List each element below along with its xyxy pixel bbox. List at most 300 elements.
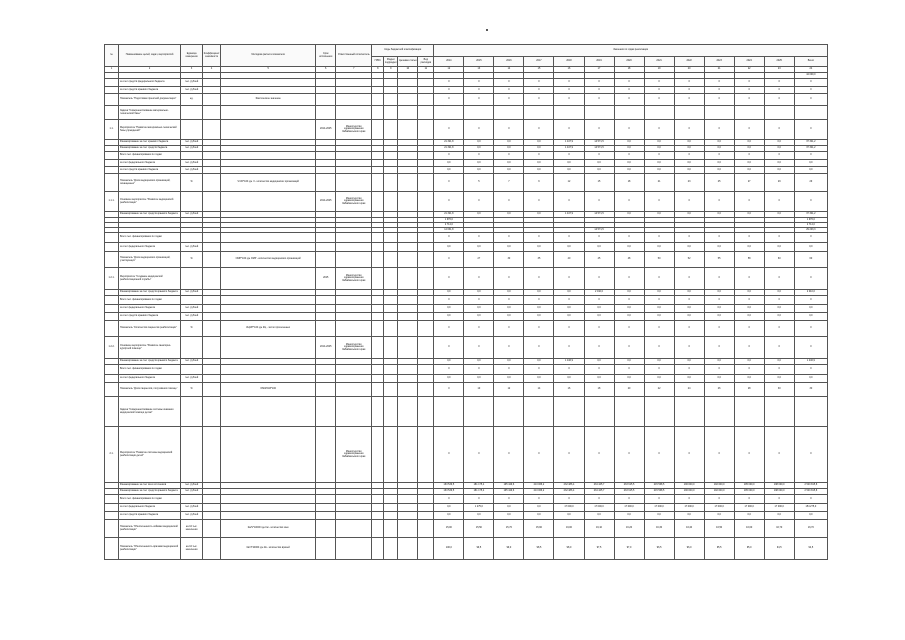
row-value-cell: 190 000,0: [674, 483, 704, 489]
row-value-cell: [584, 397, 614, 427]
row-responsible-cell: Министерство здравоохранения Забайкальского края: [336, 192, 372, 212]
row-code-cell: [384, 495, 398, 504]
row-value-cell: [434, 397, 464, 427]
column-number: 17: [584, 67, 614, 73]
row-value-cell: 16: [554, 383, 584, 397]
row-value-cell: 0,0: [434, 375, 464, 383]
row-value-cell: 0: [434, 120, 464, 140]
row-responsible-cell: [336, 106, 372, 120]
table-row: [105, 160, 828, 167]
row-code-cell: [384, 397, 398, 427]
row-value-cell: 0: [464, 296, 494, 305]
row-method-cell: [221, 375, 316, 383]
table-row: [105, 268, 828, 290]
row-code-cell: [384, 87, 398, 94]
row-value-cell: 0,0: [614, 290, 644, 296]
row-coef-cell: [203, 243, 221, 252]
table-row: [105, 538, 828, 560]
row-responsible-cell: [336, 87, 372, 94]
row-name-cell: за счет федерального бюджета: [119, 160, 181, 167]
row-unit-cell: тыс. рублей: [181, 489, 203, 495]
row-value-cell: 0,0: [764, 212, 794, 218]
row-value-cell: 0: [464, 427, 494, 483]
row-method-cell: [221, 87, 316, 94]
row-value-cell: 0,0: [464, 160, 494, 167]
row-value-cell: 0: [464, 87, 494, 94]
row-responsible-cell: [336, 252, 372, 268]
row-method-cell: ОМР*100 где ОМР - количество медицинских организаций: [221, 252, 316, 268]
row-value-cell: 0,0: [734, 160, 764, 167]
row-code-cell: [384, 365, 398, 375]
row-value-cell: 0: [794, 337, 827, 359]
row-code-cell: [418, 520, 434, 538]
row-name-cell: Мероприятие "Развитие материально-технической базы учреждений": [119, 120, 181, 140]
row-value-cell: 0,0: [734, 146, 764, 152]
row-value-cell: [554, 397, 584, 427]
row-value-cell: 0,0: [494, 243, 524, 252]
row-number-cell: 1.1.1.: [105, 192, 119, 212]
row-value-cell: 0: [674, 427, 704, 483]
row-value-cell: 16,30: [644, 520, 674, 538]
row-value-cell: 0,0: [554, 290, 584, 296]
row-value-cell: 0,0: [644, 140, 674, 146]
row-value-cell: 0,0: [704, 212, 734, 218]
row-coef-cell: [203, 296, 221, 305]
row-value-cell: 0: [644, 192, 674, 212]
row-code-cell: [372, 305, 384, 313]
row-term-cell: [316, 233, 336, 243]
row-code-cell: [398, 538, 418, 560]
row-unit-cell: тыс. рублей: [181, 79, 203, 87]
row-value-cell: 163 539,5: [434, 483, 464, 489]
row-value-cell: 0: [614, 94, 644, 106]
row-value-cell: 0: [644, 79, 674, 87]
row-value-cell: 0: [494, 296, 524, 305]
row-value-cell: 0: [794, 94, 827, 106]
document-sheet: [104, 44, 828, 618]
row-value-cell: 0: [734, 120, 764, 140]
row-value-cell: 0: [494, 321, 524, 337]
table-row: [105, 313, 828, 321]
column-number: 19: [644, 67, 674, 73]
row-code-cell: [372, 375, 384, 383]
row-responsible-cell: [336, 365, 372, 375]
row-value-cell: 17 000,0: [764, 504, 794, 512]
row-code-cell: [372, 268, 384, 290]
row-value-cell: 0,0: [674, 146, 704, 152]
column-number: 13: [464, 67, 494, 73]
row-value-cell: 0,0: [494, 512, 524, 520]
row-value-cell: 0,0: [524, 140, 554, 146]
row-value-cell: 0,0: [464, 212, 494, 218]
column-number: 2: [119, 67, 181, 73]
header-year: 2018: [554, 57, 584, 67]
row-value-cell: 24: [674, 383, 704, 397]
row-value-cell: 0,0: [674, 359, 704, 365]
row-unit-cell: тыс. рублей: [181, 243, 203, 252]
row-value-cell: 0: [494, 152, 524, 160]
row-value-cell: 0,0: [464, 290, 494, 296]
row-value-cell: 0: [764, 296, 794, 305]
row-value-cell: 215 568,5: [644, 483, 674, 489]
row-value-cell: 0: [524, 321, 554, 337]
table-row: [105, 192, 828, 212]
column-number: 5: [221, 67, 316, 73]
row-term-cell: [316, 79, 336, 87]
row-value-cell: 233 615,5: [614, 489, 644, 495]
row-term-cell: [316, 538, 336, 560]
row-value-cell: 0: [554, 296, 584, 305]
row-number-cell: [105, 538, 119, 560]
row-term-cell: [316, 520, 336, 538]
row-value-cell: 0: [764, 120, 794, 140]
row-value-cell: [494, 397, 524, 427]
row-term-cell: [316, 495, 336, 504]
row-value-cell: 0,0: [614, 243, 644, 252]
row-value-cell: 0: [434, 87, 464, 94]
row-coef-cell: [203, 167, 221, 174]
row-value-cell: 0,0: [734, 212, 764, 218]
row-coef-cell: [203, 375, 221, 383]
row-value-cell: 163 539,5: [434, 489, 464, 495]
row-responsible-cell: [336, 520, 372, 538]
row-value-cell: 1 446,9: [794, 359, 827, 365]
column-number: 16: [554, 67, 584, 73]
row-value-cell: 0,0: [674, 512, 704, 520]
row-code-cell: [384, 538, 398, 560]
table-row: [105, 233, 828, 243]
row-name-cell: Финансирование за счет средств краевого бюджета: [119, 290, 181, 296]
row-value-cell: 0: [614, 268, 644, 290]
row-value-cell: 16,20: [614, 520, 644, 538]
row-value-cell: 0: [434, 268, 464, 290]
row-code-cell: [372, 243, 384, 252]
row-coef-cell: [203, 504, 221, 512]
row-term-cell: [316, 305, 336, 313]
row-method-cell: [221, 512, 316, 520]
row-value-cell: 0,0: [494, 313, 524, 321]
row-value-cell: 0: [644, 268, 674, 290]
column-number: 7: [336, 67, 372, 73]
row-unit-cell: тыс. рублей: [181, 212, 203, 218]
table-row: [105, 397, 828, 427]
row-unit-cell: [181, 233, 203, 243]
row-term-cell: 2014-2025: [316, 192, 336, 212]
row-value-cell: 0,0: [554, 160, 584, 167]
row-responsible-cell: [336, 152, 372, 160]
row-value-cell: 40: [554, 252, 584, 268]
row-number-cell: [105, 160, 119, 167]
row-value-cell: 0: [494, 120, 524, 140]
row-code-cell: [372, 79, 384, 87]
row-value-cell: 0: [464, 233, 494, 243]
row-value-cell: 0: [674, 495, 704, 504]
row-value-cell: 15: [584, 174, 614, 192]
row-value-cell: 0,0: [524, 212, 554, 218]
header-coef: Коэффициент значимости: [203, 45, 221, 67]
row-value-cell: 0,0: [764, 290, 794, 296]
row-value-cell: [704, 397, 734, 427]
row-coef-cell: [203, 106, 221, 120]
row-value-cell: 0,0: [554, 375, 584, 383]
table-row: [105, 296, 828, 305]
row-name-cell: Мероприятие "Создание медицинской реабилитационной службы": [119, 268, 181, 290]
row-value-cell: 99,0: [494, 538, 524, 560]
row-method-cell: [221, 192, 316, 212]
row-value-cell: 0,0: [494, 212, 524, 218]
row-code-cell: [398, 120, 418, 140]
table-row: [105, 106, 828, 120]
row-value-cell: 0: [584, 337, 614, 359]
row-code-cell: [418, 427, 434, 483]
row-value-cell: [644, 397, 674, 427]
row-value-cell: 0: [644, 233, 674, 243]
row-value-cell: 0: [464, 120, 494, 140]
row-value-cell: 1 275,0: [464, 504, 494, 512]
row-value-cell: 0,0: [644, 146, 674, 152]
table-row: [105, 321, 828, 337]
row-value-cell: 0: [704, 337, 734, 359]
row-coef-cell: [203, 152, 221, 160]
row-value-cell: 0: [644, 296, 674, 305]
row-name-cell: Финансирование за счет средств краевого бюджета: [119, 489, 181, 495]
row-unit-cell: тыс. рублей: [181, 359, 203, 365]
row-value-cell: 60: [794, 252, 827, 268]
row-value-cell: 0: [764, 79, 794, 87]
row-value-cell: 0: [704, 87, 734, 94]
table-row: [105, 365, 828, 375]
row-value-cell: 0,0: [764, 243, 794, 252]
row-value-cell: 14 571,5: [584, 146, 614, 152]
program-table: [104, 44, 828, 560]
header-responsible: Ответственный исполнитель: [336, 45, 372, 67]
row-number-cell: [105, 365, 119, 375]
row-number-cell: [105, 94, 119, 106]
row-value-cell: 0,0: [584, 167, 614, 174]
row-value-cell: 35: [524, 252, 554, 268]
row-value-cell: 0: [734, 268, 764, 290]
row-responsible-cell: [336, 512, 372, 520]
row-value-cell: 0: [584, 268, 614, 290]
row-responsible-cell: Министерство здравоохранения Забайкальского края: [336, 120, 372, 140]
row-value-cell: 0,0: [674, 140, 704, 146]
row-value-cell: 0,0: [554, 167, 584, 174]
table-row: [105, 504, 828, 512]
row-value-cell: 14: [524, 383, 554, 397]
row-value-cell: 0,0: [524, 243, 554, 252]
row-method-cell: [221, 152, 316, 160]
row-number-cell: 1.1.: [105, 120, 119, 140]
row-method-cell: [221, 365, 316, 375]
row-responsible-cell: [336, 167, 372, 174]
row-value-cell: 232 486,4: [554, 489, 584, 495]
row-value-cell: 0: [614, 495, 644, 504]
row-value-cell: 0,0: [494, 160, 524, 167]
row-value-cell: 29: [764, 174, 794, 192]
row-value-cell: 0: [674, 120, 704, 140]
row-code-cell: [372, 252, 384, 268]
row-name-cell: Всего тыс. финансирования по годам: [119, 365, 181, 375]
header-year: 2016: [494, 57, 524, 67]
row-value-cell: 0,0: [704, 146, 734, 152]
row-value-cell: 1 447,9: [554, 146, 584, 152]
row-code-cell: [418, 174, 434, 192]
row-code-cell: [398, 252, 418, 268]
row-value-cell: 0: [434, 365, 464, 375]
row-value-cell: 0,0: [614, 160, 644, 167]
row-value-cell: 0,0: [674, 212, 704, 218]
row-name-cell: Задача "Совершенствование системы оказания медицинской помощи детям": [119, 397, 181, 427]
row-value-cell: 0,0: [434, 504, 464, 512]
row-value-cell: [794, 106, 827, 120]
row-name-cell: Показатель "Обеспеченность койками медицинской реабилитации": [119, 520, 181, 538]
row-method-cell: [221, 243, 316, 252]
row-code-cell: [372, 321, 384, 337]
table-row: [105, 512, 828, 520]
row-code-cell: [372, 495, 384, 504]
row-name-cell: Основное мероприятие "Развитие медицинской реабилитации": [119, 192, 181, 212]
row-value-cell: 2 010,0: [584, 290, 614, 296]
row-value-cell: 0,0: [764, 160, 794, 167]
row-value-cell: 0: [434, 495, 464, 504]
header-year: 2015: [464, 57, 494, 67]
row-code-cell: [372, 167, 384, 174]
row-value-cell: 0: [764, 495, 794, 504]
row-name-cell: Показатель "Доля пациентов, получивших помощь": [119, 383, 181, 397]
row-value-cell: 2 714,0: [434, 223, 464, 228]
row-value-cell: 0: [434, 337, 464, 359]
row-code-cell: [418, 383, 434, 397]
row-responsible-cell: [336, 79, 372, 87]
row-value-cell: 0: [704, 79, 734, 87]
row-value-cell: 0: [524, 495, 554, 504]
row-code-cell: [384, 174, 398, 192]
row-coef-cell: [203, 538, 221, 560]
row-code-cell: [384, 152, 398, 160]
row-unit-cell: тыс. рублей: [181, 146, 203, 152]
row-coef-cell: [203, 79, 221, 87]
row-value-cell: 0: [674, 365, 704, 375]
row-value-cell: 195 000,0: [734, 483, 764, 489]
row-value-cell: 0: [494, 192, 524, 212]
row-code-cell: [418, 252, 434, 268]
row-term-cell: [316, 365, 336, 375]
row-value-cell: 52: [674, 252, 704, 268]
row-value-cell: 50: [644, 252, 674, 268]
row-value-cell: 0: [584, 296, 614, 305]
row-value-cell: 0: [554, 321, 584, 337]
row-value-cell: 16,50: [704, 520, 734, 538]
row-method-cell: [221, 160, 316, 167]
row-unit-cell: [181, 495, 203, 504]
row-value-cell: 37 341,2: [794, 140, 827, 146]
row-number-cell: [105, 313, 119, 321]
row-unit-cell: [181, 296, 203, 305]
row-value-cell: 0: [614, 337, 644, 359]
row-value-cell: 0,0: [434, 167, 464, 174]
row-value-cell: 0,0: [584, 375, 614, 383]
row-value-cell: 1 976,0: [794, 218, 827, 223]
row-coef-cell: [203, 321, 221, 337]
row-responsible-cell: [336, 397, 372, 427]
row-code-cell: [372, 383, 384, 397]
row-responsible-cell: [336, 313, 372, 321]
row-value-cell: 0: [584, 495, 614, 504]
row-value-cell: 0: [584, 233, 614, 243]
column-number: 10: [398, 67, 418, 73]
row-unit-cell: на 10 тыс. населения: [181, 520, 203, 538]
row-name-cell: за счет средств федерального бюджета: [119, 79, 181, 87]
row-value-cell: 0: [584, 321, 614, 337]
row-term-cell: [316, 252, 336, 268]
row-code-cell: [372, 365, 384, 375]
row-value-cell: 0: [494, 94, 524, 106]
row-value-cell: 0: [524, 120, 554, 140]
row-value-cell: 0,0: [464, 512, 494, 520]
row-value-cell: 26: [704, 383, 734, 397]
row-value-cell: 0: [764, 337, 794, 359]
row-value-cell: [734, 397, 764, 427]
row-value-cell: 0: [734, 321, 764, 337]
header-year: 2019: [584, 57, 614, 67]
row-value-cell: 27: [464, 252, 494, 268]
row-value-cell: 2 543 815,8: [794, 483, 827, 489]
row-value-cell: 0,0: [704, 140, 734, 146]
row-value-cell: [764, 397, 794, 427]
row-code-cell: [398, 167, 418, 174]
row-value-cell: 0,0: [464, 359, 494, 365]
row-value-cell: 0: [674, 87, 704, 94]
row-value-cell: 16,70: [764, 520, 794, 538]
row-value-cell: 0,0: [554, 305, 584, 313]
row-value-cell: 17 000,0: [644, 504, 674, 512]
row-value-cell: 0: [644, 337, 674, 359]
header-values-by-year: Значения по годам реализации: [434, 45, 828, 57]
row-value-cell: 0: [794, 87, 827, 94]
row-method-cell: [221, 495, 316, 504]
row-name-cell: Финансирование за счет средств краевого бюджета: [119, 359, 181, 365]
row-value-cell: 0: [434, 174, 464, 192]
row-code-cell: [398, 152, 418, 160]
row-code-cell: [418, 268, 434, 290]
row-name-cell: Задача "Совершенствование материально-технической базы": [119, 106, 181, 120]
table-row: [105, 427, 828, 483]
row-value-cell: 0,0: [494, 140, 524, 146]
row-code-cell: [398, 313, 418, 321]
row-value-cell: 0: [464, 495, 494, 504]
row-value-cell: 0,0: [704, 375, 734, 383]
row-responsible-cell: [336, 375, 372, 383]
row-code-cell: [384, 233, 398, 243]
row-value-cell: 0: [674, 321, 704, 337]
row-value-cell: 0,0: [794, 313, 827, 321]
row-code-cell: [384, 305, 398, 313]
row-value-cell: 0: [494, 233, 524, 243]
row-value-cell: 0: [764, 192, 794, 212]
row-value-cell: 0,0: [524, 504, 554, 512]
row-number-cell: [105, 305, 119, 313]
row-value-cell: 17 000,0: [704, 504, 734, 512]
row-code-cell: [398, 427, 418, 483]
row-term-cell: [316, 397, 336, 427]
row-value-cell: 22: [644, 383, 674, 397]
row-value-cell: 0: [554, 427, 584, 483]
row-value-cell: 0: [554, 233, 584, 243]
row-number-cell: [105, 397, 119, 427]
row-code-cell: [384, 243, 398, 252]
row-value-cell: 98,0: [554, 538, 584, 560]
row-unit-cell: %: [181, 383, 203, 397]
